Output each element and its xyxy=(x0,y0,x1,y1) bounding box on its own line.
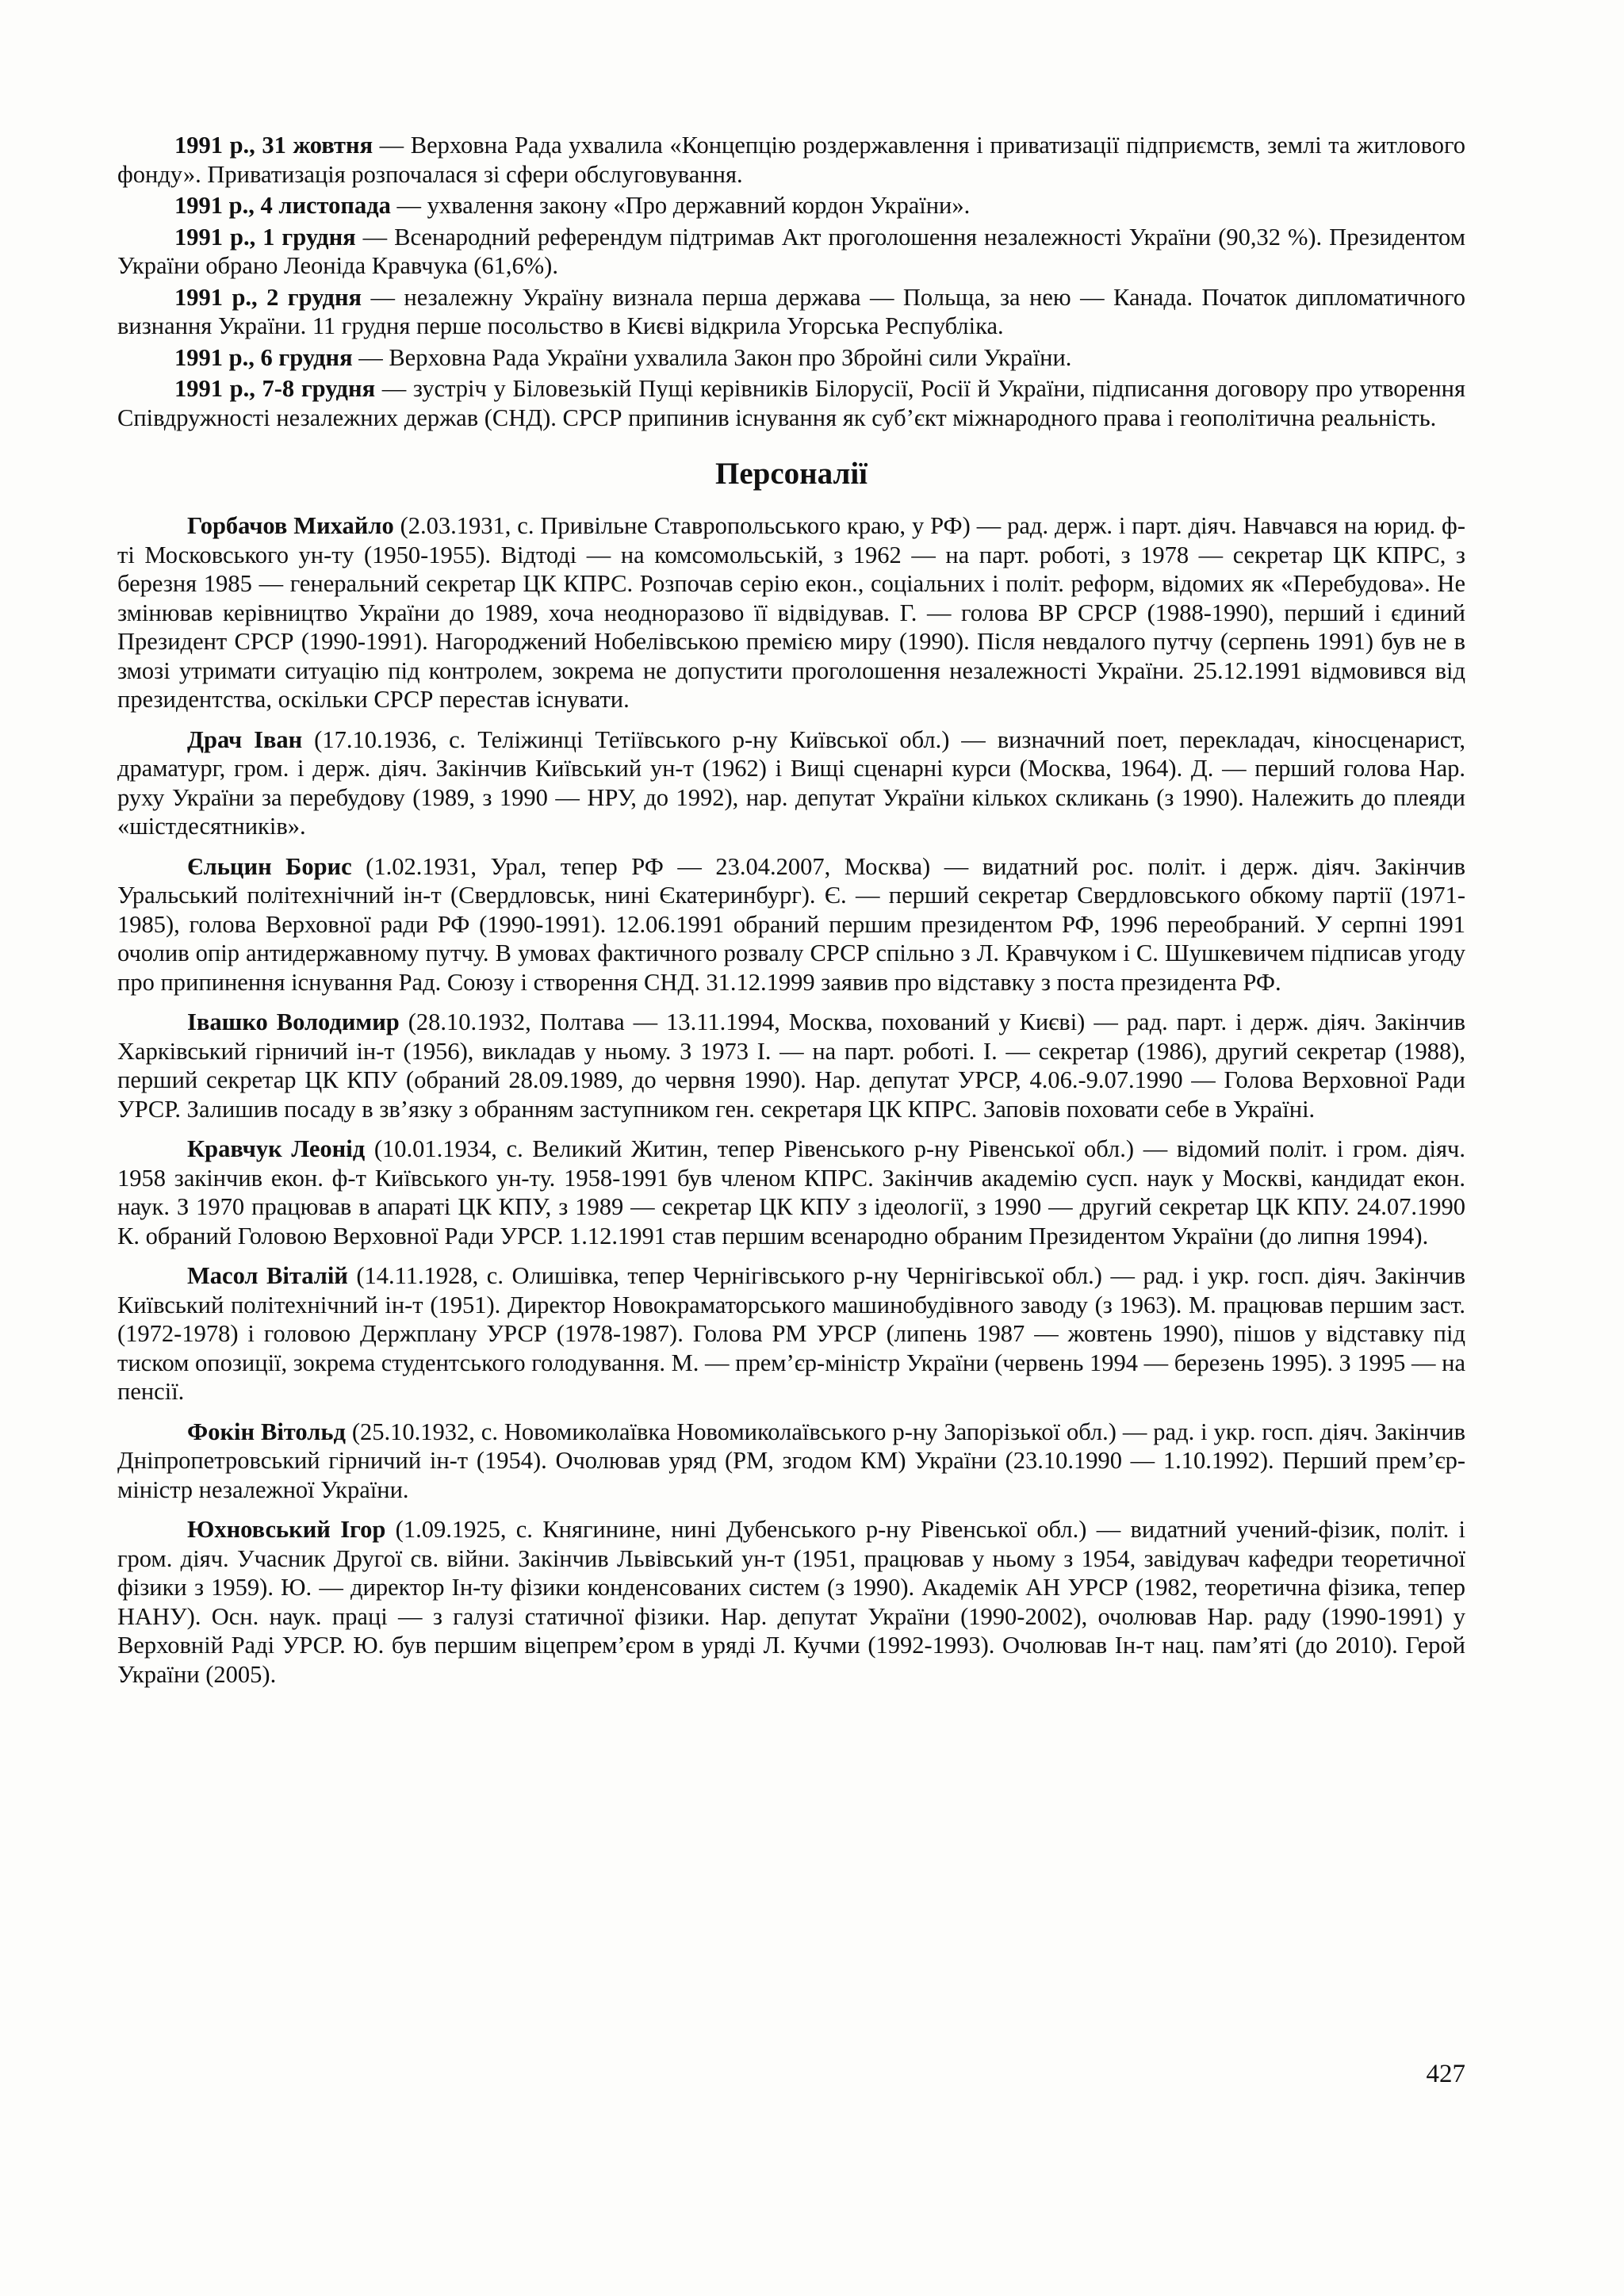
entry-text: — Верховна Рада ухвалила «Концепцію роздержавлення і приватизації підприємств, землі та житлового фонду». Приватизація розпочалася зі сфери обслуговування. xyxy=(117,132,1465,188)
entry-date: 1991 р., 4 листопада xyxy=(174,192,391,219)
biographies-section xyxy=(117,511,1465,1689)
biography-entry xyxy=(117,725,1465,841)
chronology-entry xyxy=(117,343,1465,373)
biography-entry xyxy=(117,1515,1465,1689)
chronology-entry xyxy=(117,191,1465,220)
biography-text: (17.10.1936, с. Теліжинці Тетіївського р-ну Київської обл.) — визначний поет, перекладач, кіносценарист, драматург, гром. і держ. діяч. Закінчив Київський ун-т (1962) і Вищі сценарні курси (Москва, 1964). Д. — перший голова Нар. руху України за перебудову (1989, з 1990 — НРУ, до 1992), нар. депутат України кількох скликань (з 1990). Належить до плеяди «шістдесятників». xyxy=(117,725,1466,840)
entry-date: 1991 р., 7-8 грудня xyxy=(174,375,376,402)
biography-text: (10.01.1934, с. Великий Житин, тепер Рівенського р-ну Рівенської обл.) — відомий політ. і гром. діяч. 1958 закінчив екон. ф-т Київського ун-ту. 1958-1991 був членом КПРС. Закінчив академію сусп. наук у Москві, кандидат екон. наук. З 1970 працював в апараті ЦК КПУ, з 1989 — секретар ЦК КПУ з ідеології, з 1990 — другий секретар ЦК КПУ. 24.07.1990 К. обраний Головою Верховної Ради УРСР. 1.12.1991 став першим всенародно обраним Президентом України (до липня 1994). xyxy=(117,1135,1465,1249)
chronology-entry xyxy=(117,223,1465,281)
biography-entry xyxy=(117,1008,1465,1123)
person-name: Горбачов Михайло xyxy=(187,512,394,539)
biography-entry xyxy=(117,1261,1465,1406)
biography-text: (28.10.1932, Полтава — 13.11.1994, Москва, похований у Києві) — рад. парт. і держ. діяч. Закінчив Харківський гірничий ін-т (1956), викладав у ньому. З 1973 І. — на парт. роботі. І. — секретар (1986), другий секретар (1988), перший секретар ЦК КПУ (обраний 28.09.1989, до червня 1990). Нар. депутат УРСР, 4.06.-9.07.1990 — Голова Верховної Ради УРСР. Залишив посаду в зв’язку з обранням заступником ген. секретаря ЦК КПРС. Заповів поховати себе в Україні. xyxy=(117,1008,1465,1123)
entry-text: — Верховна Рада України ухвалила Закон про Збройні сили України. xyxy=(352,343,1072,371)
section-title: Персоналії xyxy=(714,457,868,491)
entry-date: 1991 р., 1 грудня xyxy=(174,223,356,251)
biography-text: (2.03.1931, с. Привільне Ставропольського краю, у РФ) — рад. держ. і парт. діяч. Навчався на юрид. ф-ті Московського ун-ту (1950-1955). Відтоді — на комсомольській, з 1962 — на парт. роботі, з 1978 — секретар ЦК КПРС, з березня 1985 — генеральний секретар ЦК КПРС. Розпочав серію екон., соціальних і політ. реформ, відомих як «Перебудова». Не змінював керівництво України до 1989, хоча неодноразово її відвідував. Г. — голова ВР СРСР (1988-1990), перший і єдиний Президент СРСР (1990-1991). Нагороджений Нобелівською премією миру (1990). Після невдалого путчу (серпень 1991) був не в змозі утримати ситуацію під контролем, зокрема не допустити проголошення незалежності України. 25.12.1991 відмовився від президентства, оскільки СРСР перестав існувати. xyxy=(117,512,1465,713)
biography-entry xyxy=(117,1135,1465,1250)
biography-text: (1.02.1931, Урал, тепер РФ — 23.04.2007, Москва) — видатний рос. політ. і держ. діяч. Закінчив Уральський політехнічний ін-т (Свердловськ, нині Єкатеринбург). Є. — перший секретар Свердловського обкому партії (1971-1985), голова Верховної ради РФ (1990-1991). 12.06.1991 обраний першим президентом РФ, 1996 переобраний. У серпні 1991 очолив опір антидержавному путчу. В умовах фактичного розвалу СРСР спільно з Л. Кравчуком і С. Шушкевичем підписав угоду про припинення існування Рад. Союзу і створення СНД. 31.12.1999 заявив про відставку з поста президента РФ. xyxy=(117,852,1465,996)
person-name: Масол Віталій xyxy=(187,1262,348,1289)
entry-text: — ухвалення закону «Про державний кордон України». xyxy=(390,192,971,219)
page-content xyxy=(117,131,1465,1700)
person-name: Єльцин Борис xyxy=(187,852,352,880)
entry-text: — незалежну Україну визнала перша держава — Польща, за нею — Канада. Початок дипломатичного визнання України. 11 грудня перше посольство в Києві відкрила Угорська Республіка. xyxy=(117,283,1465,339)
entry-date: 1991 р., 6 грудня xyxy=(174,343,353,371)
biography-entry xyxy=(117,1418,1465,1505)
person-name: Кравчук Леонід xyxy=(187,1135,366,1162)
person-name: Івашко Володимир xyxy=(187,1008,400,1035)
chronology-entry xyxy=(117,131,1465,189)
biography-text: (14.11.1928, с. Олишівка, тепер Чернігівського р-ну Чернігівської обл.) — рад. і укр. госп. діяч. Закінчив Київський політехнічний ін-т (1951). Директор Новокраматорського машинобудівного заводу (з 1963). М. працював першим заст. (1972-1978) і головою Держплану УРСР (1978-1987). Голова РМ УРСР (липень 1987 — жовтень 1990), пішов у відставку під тиском опозиції, зокрема студентського голодування. М. — прем’єр-міністр України (червень 1994 — березень 1995). З 1995 — на пенсії. xyxy=(117,1262,1465,1405)
entry-text: — Всенародний референдум підтримав Акт проголошення незалежності України (90,32 %). Президентом України обрано Леоніда Кравчука (61,6%). xyxy=(117,223,1465,279)
entry-date: 1991 р., 31 жовтня xyxy=(174,132,373,159)
chronology-entry xyxy=(117,374,1465,432)
person-name: Драч Іван xyxy=(187,725,303,753)
biography-text: (1.09.1925, с. Княгинине, нині Дубенського р-ну Рівенської обл.) — видатний учений-фізик, політ. і гром. діяч. Учасник Другої св. війни. Закінчив Львівський ун-т (1951, працював у ньому з 1954, завідувач кафедри теоретичної фізики з 1959). Ю. — директор Ін-ту фізики конденсованих систем (з 1990). Академік АН УРСР (1982, теоретична фізика, тепер НАНУ). Осн. наук. праці — з галузі статичної фізики. Нар. депутат України (1990-2002), очолював Нар. раду (1990-1991) у Верховній Раді УРСР. Ю. був першим віцепрем’єром в уряді Л. Кучми (1992-1993). Очолював Ін-т нац. пам’яті (до 2010). Герой України (2005). xyxy=(117,1516,1466,1688)
biography-text: (25.10.1932, с. Новомиколаївка Новомиколаївського р-ну Запорізької обл.) — рад. і укр. госп. діяч. Закінчив Дніпропетровський гірничий ін-т (1954). Очолював уряд (РМ, згодом КМ) України (23.10.1990 — 1.10.1992). Перший прем’єр-міністр незалежної України. xyxy=(117,1418,1466,1503)
person-name: Фокін Вітольд xyxy=(187,1418,346,1445)
entry-date: 1991 р., 2 грудня xyxy=(174,283,362,311)
entry-text: — зустріч у Біловезькій Пущі керівників Білорусії, Росії й України, підписання договору про утворення Співдружності незалежних держав (СНД). СРСР припинив існування як суб’єкт міжнародного права і геополітична реальність. xyxy=(117,375,1465,431)
biography-entry xyxy=(117,511,1465,714)
biography-entry xyxy=(117,852,1465,997)
chronology-entry xyxy=(117,283,1465,341)
person-name: Юхновський Ігор xyxy=(187,1516,386,1543)
page-number: 427 xyxy=(1426,2060,1465,2088)
chronology-section xyxy=(117,131,1465,432)
